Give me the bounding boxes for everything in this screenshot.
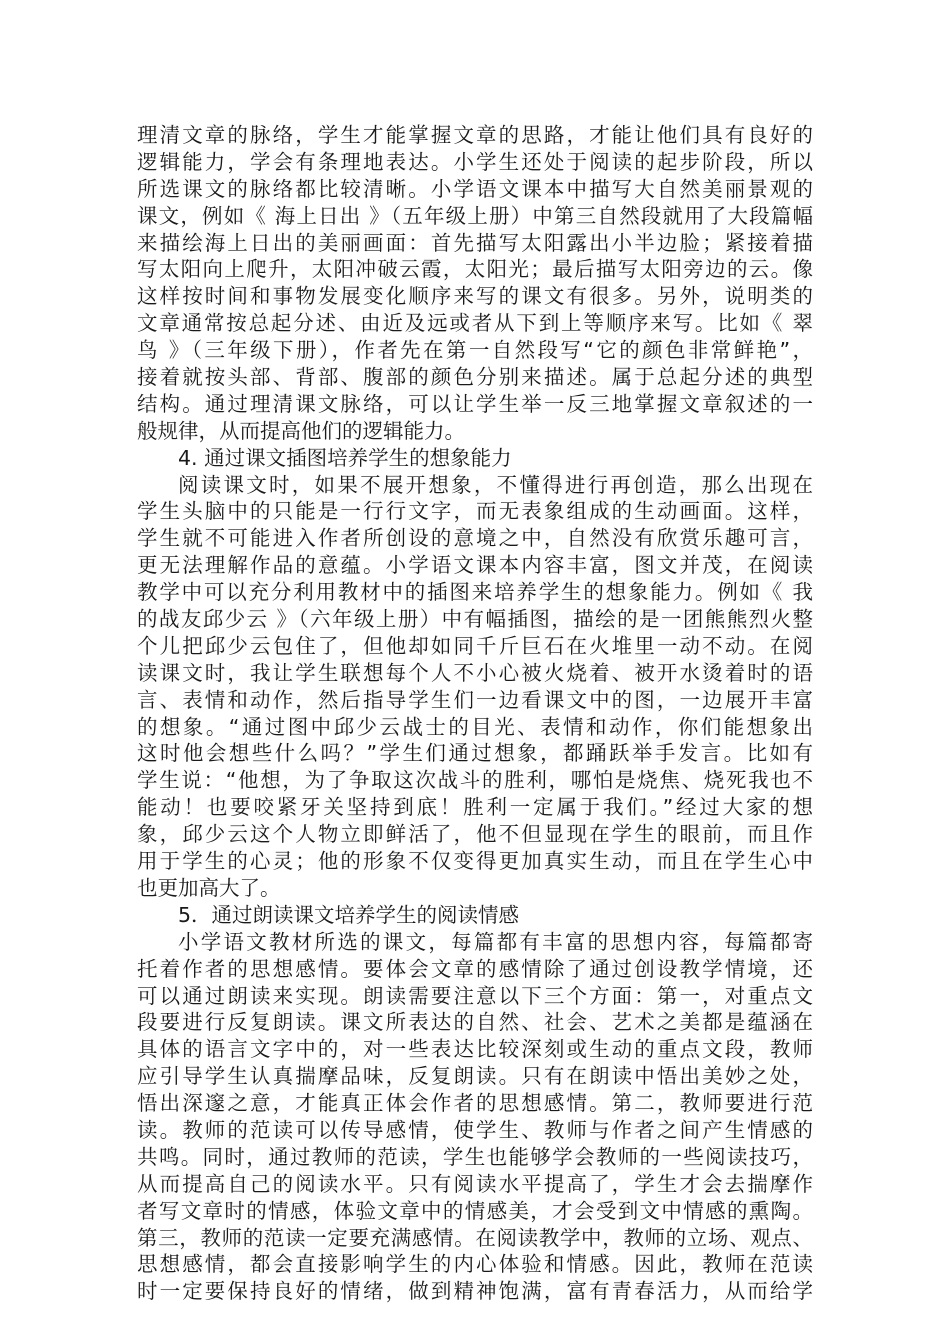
text-line: 所选课文的脉络都比较清晰。小学语文课本中描写大自然美丽景观的 [137, 176, 813, 201]
text-line: 来描绘海上日出的美丽画面：首先描写太阳露出小半边脸；紧接着描 [137, 230, 813, 255]
text-line: 共鸣。同时，通过教师的范读，学生也能够学会教师的一些阅读技巧， [137, 1144, 813, 1169]
text-line: 文章通常按总起分述、由近及远或者从下到上等顺序来写。比如《 翠 [137, 311, 813, 336]
text-line: 可以通过朗读来实现。朗读需要注意以下三个方面：第一，对重点文 [137, 983, 813, 1008]
text-line: 思想感情，都会直接影响学生的内心体验和情感。因此，教师在范读 [137, 1252, 813, 1277]
text-line: 言、表情和动作，然后指导学生们一边看课文中的图，一边展开丰富 [137, 687, 813, 712]
text-line: 象，邱少云这个人物立即鲜活了，他不但显现在学生的眼前，而且作 [137, 822, 813, 847]
text-line: 这样按时间和事物发展变化顺序来写的课文有很多。另外，说明类的 [137, 284, 813, 309]
text-line: 鸟 》（三年级下册），作者先在第一自然段写“它的颜色非常鲜艳”， [137, 338, 813, 363]
text-line: 能动！也要咬紧牙关坚持到底！胜利一定属于我们。”经过大家的想 [137, 795, 813, 820]
text-line: 的战友邱少云 》（六年级上册）中有幅插图，描绘的是一团熊熊烈火整 [137, 607, 813, 632]
text-line: 托着作者的思想感情。要体会文章的感情除了通过创设教学情境，还 [137, 956, 813, 981]
text-line: 个儿把邱少云包住了，但他却如同千斤巨石在火堆里一动不动。在阅 [137, 633, 813, 658]
text-line: 逻辑能力，学会有条理地表达。小学生还处于阅读的起步阶段，所以 [137, 149, 813, 174]
text-line: 读课文时，我让学生联想每个人不小心被火烧着、被开水烫着时的语 [137, 660, 813, 685]
text-line: 小学语文教材所选的课文，每篇都有丰富的思想内容，每篇都寄 [178, 929, 813, 954]
text-line: 接着就按头部、背部、腹部的颜色分别来描述。属于总起分述的典型 [137, 365, 813, 390]
text-line: 写太阳向上爬升，太阳冲破云霞，太阳光；最后描写太阳旁边的云。像 [137, 257, 813, 282]
text-line: 般规律，从而提高他们的逻辑能力。 [137, 418, 465, 443]
text-line: 这时他会想些什么吗？”学生们通过想象，都踊跃举手发言。比如有 [137, 741, 813, 766]
text-line: 应引导学生认真揣摩品味，反复朗读。只有在朗读中悟出美妙之处， [137, 1064, 813, 1089]
text-line: 用于学生的心灵；他的形象不仅变得更加真实生动，而且在学生心中 [137, 849, 813, 874]
text-line: 时一定要保持良好的情绪，做到精神饱满，富有青春活力，从而给学 [137, 1279, 813, 1304]
text-line: 理清文章的脉络，学生才能掌握文章的思路，才能让他们具有良好的 [137, 123, 813, 147]
text-line: 学生说：“他想，为了争取这次战斗的胜利，哪怕是烧焦、烧死我也不 [137, 768, 813, 793]
text-line: 从而提高自己的阅读水平。只有阅读水平提高了，学生才会去揣摩作 [137, 1171, 813, 1196]
document-body [137, 122, 813, 1305]
text-line: 课文，例如《 海上日出 》（五年级上册）中第三自然段就用了大段篇幅 [137, 203, 813, 228]
text-line: 读。教师的范读可以传导感情，使学生、教师与作者之间产生情感的 [137, 1117, 813, 1142]
text-line: 学生就不可能进入作者所创设的意境之中，自然没有欣赏乐趣可言， [137, 526, 813, 551]
text-line: 悟出深邃之意，才能真正体会作者的思想感情。第二，教师要进行范 [137, 1091, 813, 1116]
text-line: 结构。通过理清课文脉络，可以让学生举一反三地掌握文章叙述的一 [137, 391, 813, 416]
text-line: 也更加高大了。 [137, 875, 281, 900]
text-line: 具体的语言文字中的，对一些表达比较深刻或生动的重点文段，教师 [137, 1037, 813, 1062]
section-heading: 5．通过朗读课文培养学生的阅读情感 [178, 902, 520, 927]
text-line: 者写文章时的情感，体验文章中的情感美，才会受到文中情感的熏陶。 [137, 1198, 813, 1223]
text-line: 学生头脑中的只能是一行行文字，而无表象组成的生动画面。这样， [137, 499, 813, 524]
text-line: 的想象。“通过图中邱少云战士的目光、表情和动作，你们能想象出 [137, 714, 813, 739]
text-line: 更无法理解作品的意蕴。小学语文课本内容丰富，图文并茂，在阅读 [137, 553, 813, 578]
text-line: 段要进行反复朗读。课文所表达的自然、社会、艺术之美都是蕴涵在 [137, 1010, 813, 1035]
section-heading: 4. 通过课文插图培养学生的想象能力 [178, 445, 512, 470]
text-line: 阅读课文时，如果不展开想象，不懂得进行再创造，那么出现在 [178, 472, 813, 497]
text-line: 教学中可以充分利用教材中的插图来培养学生的想象能力。例如《 我 [137, 580, 813, 605]
text-line: 第三，教师的范读一定要充满感情。在阅读教学中，教师的立场、观点、 [137, 1225, 813, 1250]
